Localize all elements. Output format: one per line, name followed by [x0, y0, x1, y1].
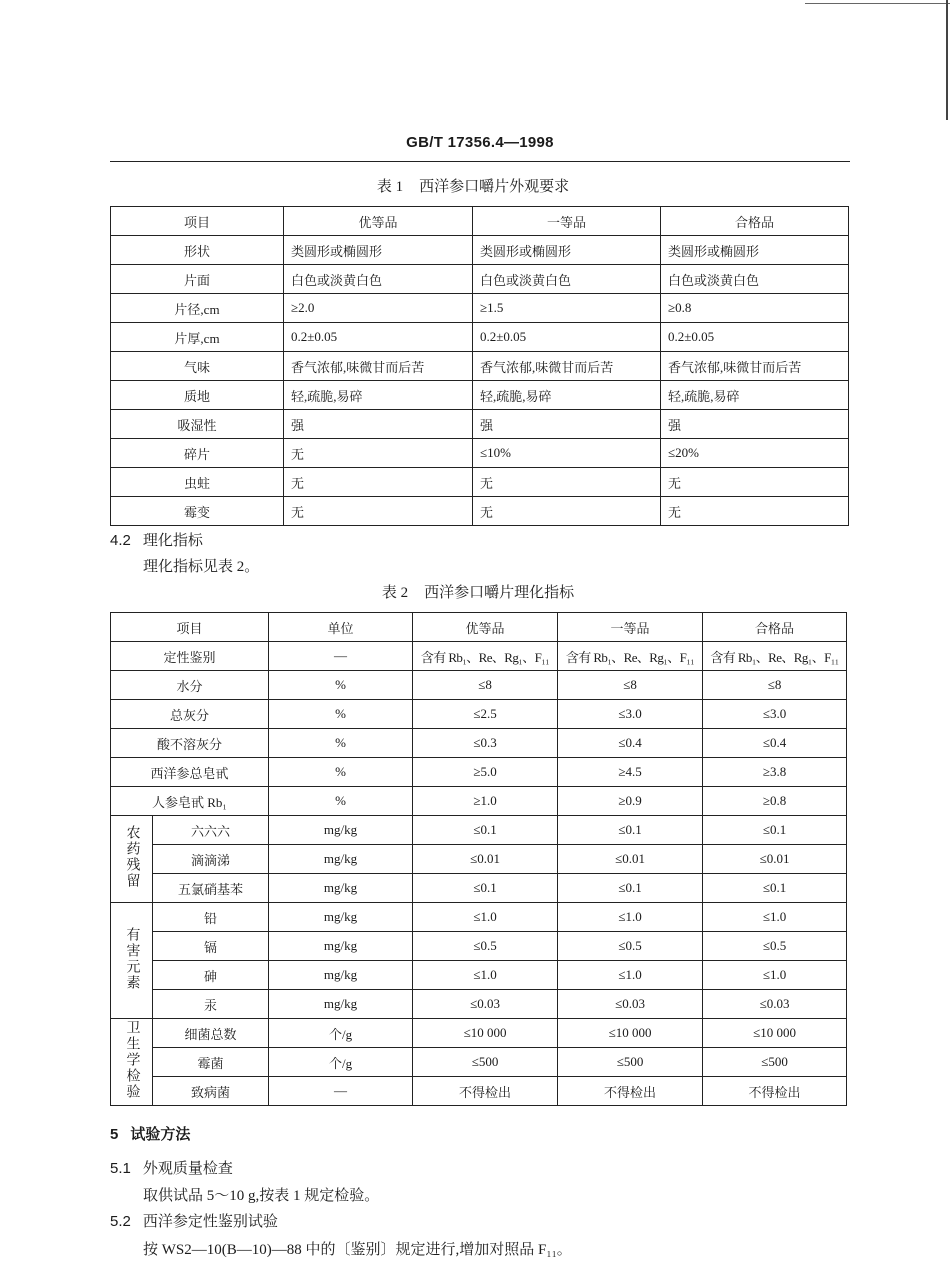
grade-value-cell: 香气浓郁,味微甘而后苦	[284, 352, 473, 381]
row-item-label: 铅	[153, 903, 269, 932]
grade-value-cell: 无	[661, 497, 849, 526]
grade-value-cell: 白色或淡黄白色	[661, 265, 849, 294]
standard-number-header: GB/T 17356.4—1998	[406, 134, 554, 151]
grade-value-cell: ≤500	[558, 1048, 703, 1077]
row-group-label-text: 有害元素	[124, 926, 140, 991]
scan-edge-mark	[805, 3, 950, 4]
unit-cell: mg/kg	[269, 961, 413, 990]
grade-value-cell: ≤0.5	[558, 932, 703, 961]
grade-value-cell: 无	[284, 468, 473, 497]
table-row	[111, 323, 849, 352]
row-group-label-text: 卫生学检验	[124, 1020, 140, 1100]
grade-value-cell: ≤0.1	[703, 816, 847, 845]
column-header-qualified-grade: 合格品	[703, 613, 847, 642]
section-title: 试验方法	[130, 1126, 191, 1143]
table-row	[111, 845, 847, 874]
grade-value-cell: ≤0.4	[558, 729, 703, 758]
section-number: 5	[110, 1126, 119, 1143]
table-row	[111, 381, 849, 410]
grade-value-cell: 不得检出	[703, 1077, 847, 1106]
grade-value-cell: 轻,疏脆,易碎	[661, 381, 849, 410]
grade-value-cell: 强	[284, 410, 473, 439]
grade-value-cell: ≤0.4	[703, 729, 847, 758]
grade-value-cell: ≤500	[413, 1048, 558, 1077]
grade-value-cell: 无	[473, 497, 661, 526]
table-row	[111, 439, 849, 468]
table-row	[111, 932, 847, 961]
table2-label: 表 2	[381, 585, 409, 601]
grade-value-cell: 含有 Rb₁、Re、Rg₁、F₁₁	[703, 642, 847, 671]
row-group-label	[111, 903, 153, 1019]
row-group-label-text: 农药残留	[124, 825, 140, 889]
unit-cell: mg/kg	[269, 990, 413, 1019]
section-4-2-text: 理化指标见表 2。	[143, 559, 260, 575]
grade-value-cell: ≤1.0	[413, 903, 558, 932]
column-header-first-grade: 一等品	[558, 613, 703, 642]
column-header-item: 项目	[111, 207, 284, 236]
row-item-label: 五氯硝基苯	[153, 874, 269, 903]
grade-value-cell: ≤0.1	[703, 874, 847, 903]
table-row	[111, 1019, 847, 1048]
row-item-label: 滴滴涕	[153, 845, 269, 874]
table-row	[111, 1048, 847, 1077]
scan-edge-mark	[946, 0, 948, 120]
unit-cell: mg/kg	[269, 845, 413, 874]
table-header-row	[111, 207, 849, 236]
table-row	[111, 497, 849, 526]
grade-value-cell: 0.2±0.05	[661, 323, 849, 352]
grade-value-cell: ≤0.01	[413, 845, 558, 874]
row-item-label: 霉菌	[153, 1048, 269, 1077]
table1-caption	[103, 178, 843, 196]
table-row	[111, 961, 847, 990]
grade-value-cell: 类圆形或椭圆形	[473, 236, 661, 265]
grade-value-cell: 无	[661, 468, 849, 497]
grade-value-cell: ≥1.5	[473, 294, 661, 323]
grade-value-cell: 0.2±0.05	[284, 323, 473, 352]
grade-value-cell: ≥0.8	[703, 787, 847, 816]
grade-value-cell: ≤10 000	[558, 1019, 703, 1048]
table-row	[111, 265, 849, 294]
row-group-label	[111, 816, 153, 903]
grade-value-cell: ≤0.3	[413, 729, 558, 758]
table-row	[111, 642, 847, 671]
grade-value-cell: ≤0.1	[413, 816, 558, 845]
table-row	[111, 729, 847, 758]
row-item-label: 砷	[153, 961, 269, 990]
physicochemical-indices-table	[110, 612, 847, 1106]
unit-cell: %	[269, 729, 413, 758]
row-group-label	[111, 1019, 153, 1106]
column-header-first-grade: 一等品	[473, 207, 661, 236]
table2-caption	[108, 584, 848, 602]
grade-value-cell: ≤1.0	[703, 961, 847, 990]
grade-value-cell: ≤8	[558, 671, 703, 700]
section-number: 5.1	[110, 1160, 131, 1177]
section-title: 理化指标	[142, 532, 203, 549]
grade-value-cell: ≤20%	[661, 439, 849, 468]
grade-value-cell: ≤0.03	[413, 990, 558, 1019]
grade-value-cell: ≤3.0	[703, 700, 847, 729]
grade-value-cell: ≤0.01	[703, 845, 847, 874]
grade-value-cell: ≥1.0	[413, 787, 558, 816]
grade-value-cell: ≤2.5	[413, 700, 558, 729]
section-title: 外观质量检查	[142, 1160, 233, 1177]
grade-value-cell: 类圆形或椭圆形	[661, 236, 849, 265]
grade-value-cell: ≤0.1	[413, 874, 558, 903]
unit-cell: 个/g	[269, 1019, 413, 1048]
row-item-label: 总灰分	[111, 700, 269, 729]
grade-value-cell: ≤0.03	[703, 990, 847, 1019]
grade-value-cell: 不得检出	[558, 1077, 703, 1106]
table-row	[111, 352, 849, 381]
unit-cell: %	[269, 787, 413, 816]
column-header-qualified-grade: 合格品	[661, 207, 849, 236]
row-item-label: 西洋参总皂甙	[111, 758, 269, 787]
grade-value-cell: 0.2±0.05	[473, 323, 661, 352]
grade-value-cell: ≥5.0	[413, 758, 558, 787]
grade-value-cell: ≤1.0	[703, 903, 847, 932]
grade-value-cell: ≥0.8	[661, 294, 849, 323]
table-row	[111, 758, 847, 787]
table1-title: 西洋参口嚼片外观要求	[419, 179, 570, 195]
table-row	[111, 874, 847, 903]
row-item-label: 致病菌	[153, 1077, 269, 1106]
grade-value-cell: 类圆形或椭圆形	[284, 236, 473, 265]
grade-value-cell: 白色或淡黄白色	[473, 265, 661, 294]
grade-value-cell: ≤8	[703, 671, 847, 700]
row-item-label: 人参皂甙 Rb₁	[111, 787, 269, 816]
grade-value-cell: 香气浓郁,味微甘而后苦	[661, 352, 849, 381]
row-item-label: 片面	[111, 265, 284, 294]
grade-value-cell: ≤0.03	[558, 990, 703, 1019]
table-row	[111, 236, 849, 265]
grade-value-cell: ≤10 000	[413, 1019, 558, 1048]
grade-value-cell: ≤10%	[473, 439, 661, 468]
grade-value-cell: ≥2.0	[284, 294, 473, 323]
row-item-label: 气味	[111, 352, 284, 381]
grade-value-cell: 无	[284, 439, 473, 468]
column-header-premium-grade: 优等品	[284, 207, 473, 236]
grade-value-cell: 轻,疏脆,易碎	[473, 381, 661, 410]
column-header-item: 项目	[111, 613, 269, 642]
table-row	[111, 468, 849, 497]
grade-value-cell: ≥4.5	[558, 758, 703, 787]
grade-value-cell: ≤3.0	[558, 700, 703, 729]
grade-value-cell: ≥3.8	[703, 758, 847, 787]
grade-value-cell: ≤1.0	[558, 961, 703, 990]
section-number: 5.2	[110, 1213, 131, 1230]
section-5-heading	[110, 1126, 190, 1144]
grade-value-cell: 无	[284, 497, 473, 526]
row-item-label: 定性鉴别	[111, 642, 269, 671]
grade-value-cell: 轻,疏脆,易碎	[284, 381, 473, 410]
unit-cell: mg/kg	[269, 932, 413, 961]
grade-value-cell: 含有 Rb₁、Re、Rg₁、F₁₁	[413, 642, 558, 671]
section-5-2-text: 按 WS2—10(B—10)—88 中的〔鉴别〕规定进行,增加对照品 F₁₁。	[143, 1242, 572, 1258]
grade-value-cell: ≤10 000	[703, 1019, 847, 1048]
unit-cell: %	[269, 758, 413, 787]
section-number: 4.2	[110, 532, 131, 549]
unit-cell: mg/kg	[269, 874, 413, 903]
unit-cell: —	[269, 1077, 413, 1106]
grade-value-cell: ≥0.9	[558, 787, 703, 816]
row-item-label: 水分	[111, 671, 269, 700]
grade-value-cell: 强	[661, 410, 849, 439]
grade-value-cell: ≤1.0	[413, 961, 558, 990]
unit-cell: 个/g	[269, 1048, 413, 1077]
table-row	[111, 410, 849, 439]
row-item-label: 质地	[111, 381, 284, 410]
section-4-2-heading	[110, 532, 203, 550]
unit-cell: %	[269, 671, 413, 700]
row-item-label: 镉	[153, 932, 269, 961]
table-row	[111, 903, 847, 932]
grade-value-cell: ≤1.0	[558, 903, 703, 932]
table-row	[111, 700, 847, 729]
unit-cell: mg/kg	[269, 816, 413, 845]
row-item-label: 六六六	[153, 816, 269, 845]
row-item-label: 吸湿性	[111, 410, 284, 439]
table2-title: 西洋参口嚼片理化指标	[424, 585, 575, 601]
column-header-unit: 单位	[269, 613, 413, 642]
grade-value-cell: ≤8	[413, 671, 558, 700]
grade-value-cell: ≤0.5	[703, 932, 847, 961]
header-rule	[110, 161, 850, 162]
row-item-label: 片径,cm	[111, 294, 284, 323]
unit-cell: mg/kg	[269, 903, 413, 932]
table-header-row	[111, 613, 847, 642]
row-item-label: 片厚,cm	[111, 323, 284, 352]
section-5-2-heading	[110, 1213, 278, 1231]
appearance-requirements-table	[110, 206, 849, 526]
row-item-label: 碎片	[111, 439, 284, 468]
table-row	[111, 1077, 847, 1106]
row-item-label: 酸不溶灰分	[111, 729, 269, 758]
row-item-label: 霉变	[111, 497, 284, 526]
row-item-label: 虫蛀	[111, 468, 284, 497]
table-row	[111, 671, 847, 700]
row-item-label: 形状	[111, 236, 284, 265]
grade-value-cell: ≤0.1	[558, 816, 703, 845]
grade-value-cell: 强	[473, 410, 661, 439]
column-header-premium-grade: 优等品	[413, 613, 558, 642]
grade-value-cell: ≤0.1	[558, 874, 703, 903]
section-5-1-heading	[110, 1160, 233, 1178]
table-row	[111, 787, 847, 816]
grade-value-cell: 不得检出	[413, 1077, 558, 1106]
grade-value-cell: ≤0.01	[558, 845, 703, 874]
grade-value-cell: 香气浓郁,味微甘而后苦	[473, 352, 661, 381]
section-title: 西洋参定性鉴别试验	[142, 1213, 278, 1230]
grade-value-cell: 白色或淡黄白色	[284, 265, 473, 294]
table1-label: 表 1	[376, 179, 404, 195]
row-item-label: 细菌总数	[153, 1019, 269, 1048]
table-row	[111, 990, 847, 1019]
section-5-1-text: 取供试品 5～10 g,按表 1 规定检验。	[143, 1188, 380, 1204]
row-item-label: 汞	[153, 990, 269, 1019]
grade-value-cell: ≤0.5	[413, 932, 558, 961]
unit-cell: —	[269, 642, 413, 671]
unit-cell: %	[269, 700, 413, 729]
table-row	[111, 816, 847, 845]
table-row	[111, 294, 849, 323]
grade-value-cell: 含有 Rb₁、Re、Rg₁、F₁₁	[558, 642, 703, 671]
grade-value-cell: ≤500	[703, 1048, 847, 1077]
grade-value-cell: 无	[473, 468, 661, 497]
